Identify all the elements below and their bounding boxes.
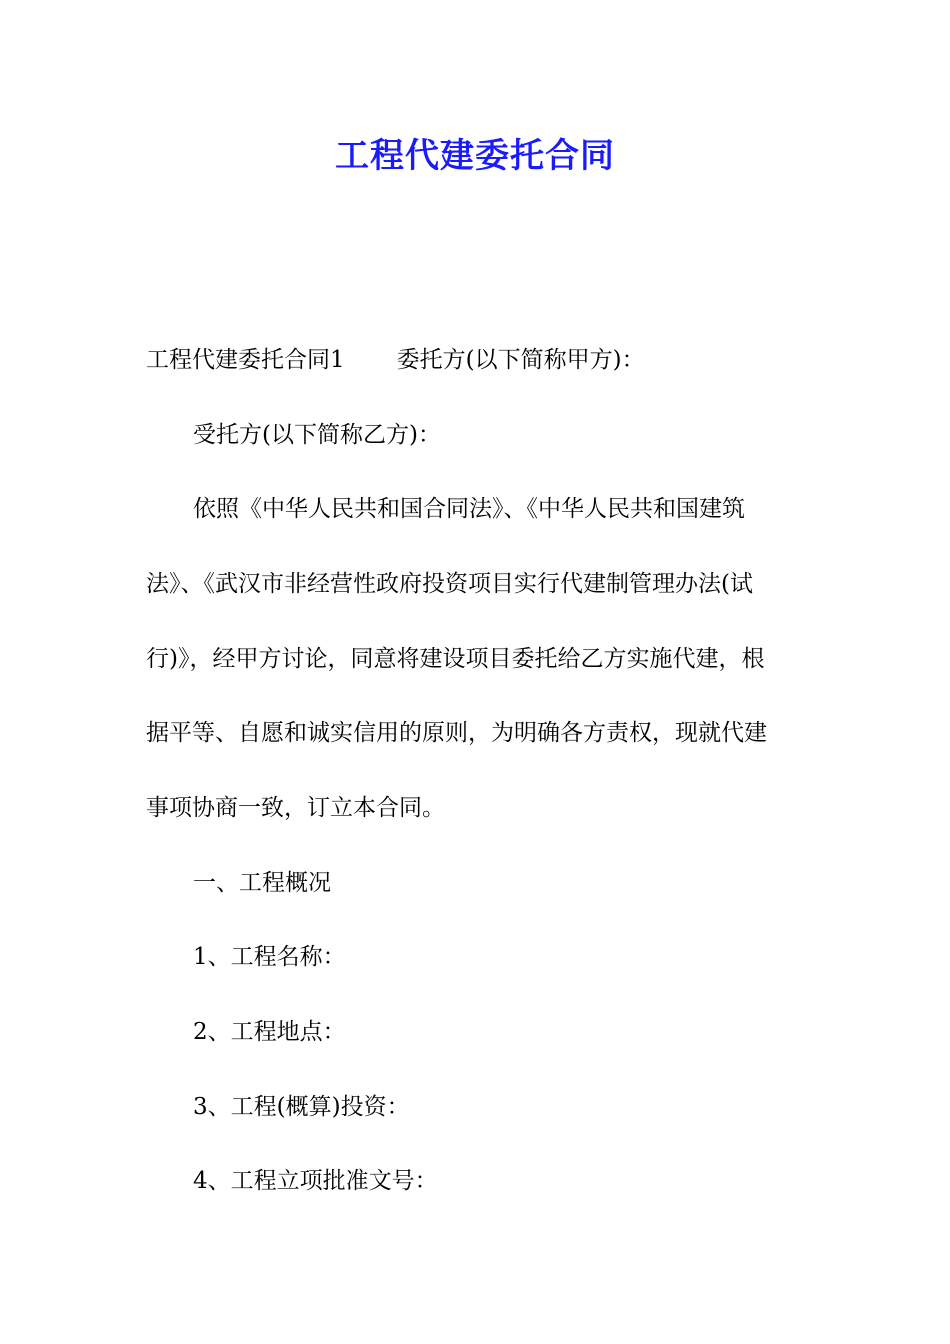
intro-line (146, 345, 645, 375)
preamble-line: 依照《中华人民共和国合同法》、《中华人民共和国建筑 (193, 496, 745, 522)
section-heading: 一、工程概况 (193, 870, 331, 896)
document-title: 工程代建委托合同 (335, 136, 615, 176)
preamble-line: 法》、《武汉市非经营性政府投资项目实行代建制管理办法(试 (146, 571, 753, 597)
contract-heading: 工程代建委托合同1 (146, 347, 345, 373)
list-item: 4、工程立项批准文号： (193, 1168, 438, 1194)
preamble-line: 据平等、自愿和诚实信用的原则，为明确各方责权，现就代建 (146, 720, 767, 746)
preamble-line: 行)》，经甲方讨论，同意将建设项目委托给乙方实施代建，根 (146, 646, 765, 672)
preamble-line: 事项协商一致，订立本合同。 (146, 795, 445, 821)
list-item: 2、工程地点： (193, 1019, 346, 1045)
party-a-label: 委托方(以下简称甲方)： (396, 347, 645, 373)
list-item: 3、工程(概算)投资： (193, 1094, 410, 1120)
party-b-label: 受托方(以下简称乙方)： (193, 422, 441, 448)
list-item: 1、工程名称： (193, 944, 346, 970)
